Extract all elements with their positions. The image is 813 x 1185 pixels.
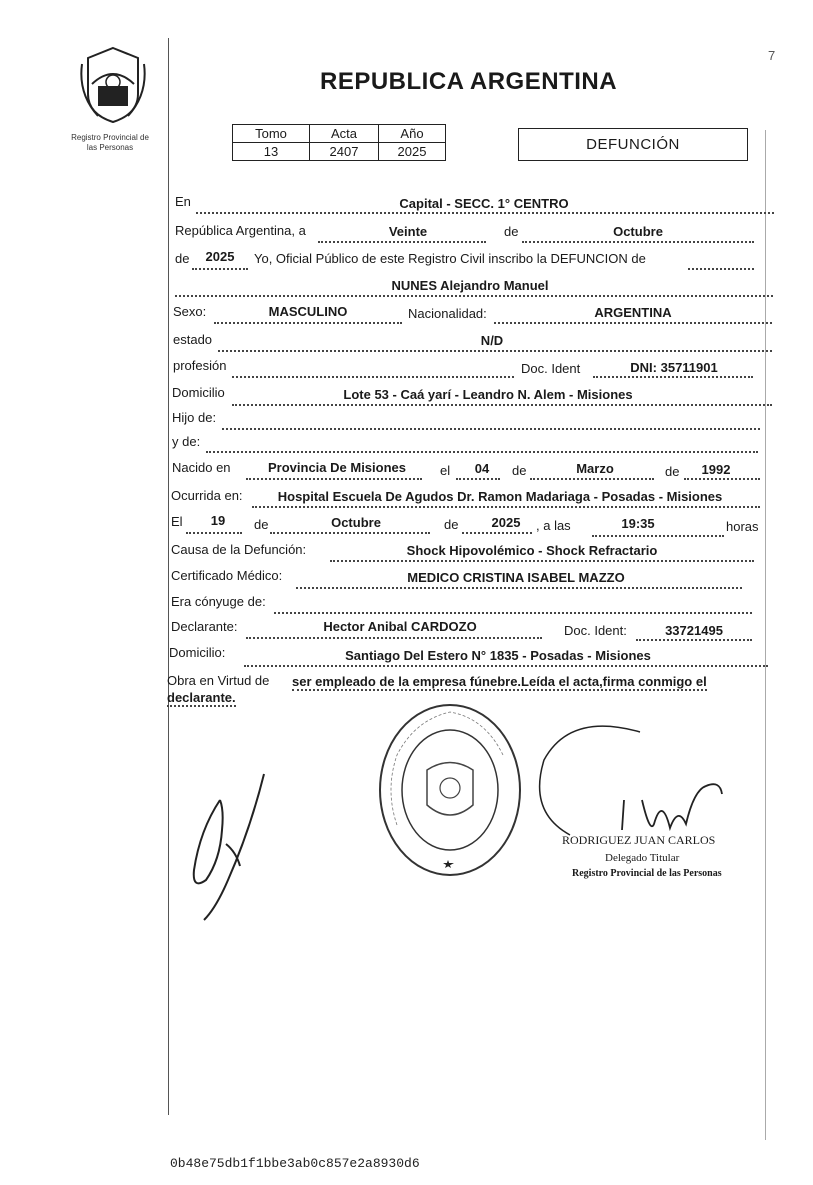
value-mes: Octubre	[613, 224, 663, 239]
label-de-def-anio: de	[444, 517, 459, 532]
dotted-line	[274, 612, 752, 614]
dotted-line	[214, 322, 402, 324]
label-republica: República Argentina, a	[175, 223, 306, 238]
document-type-box: DEFUNCIÓN	[518, 128, 748, 161]
label-el: el	[440, 463, 451, 478]
province-crest-icon	[78, 44, 148, 124]
dotted-line	[246, 478, 422, 480]
dotted-line	[462, 532, 532, 534]
value-nombre: NUNES Alejandro Manuel	[391, 278, 549, 293]
value-anio: 2025	[205, 249, 235, 264]
label-certificado: Certificado Médico:	[171, 568, 283, 583]
label-yo-oficial: Yo, Oficial Público de este Registro Civil inscribo la DEFUNCION de	[254, 251, 646, 266]
dotted-line	[494, 322, 772, 324]
signatory-name: RODRIGUEZ JUAN CARLOS	[562, 833, 716, 847]
value-def-dia: 19	[210, 513, 226, 528]
label-de-nacido-anio: de	[665, 464, 680, 479]
left-margin-line	[168, 38, 169, 1115]
value-ocurrida: Hospital Escuela De Agudos Dr. Ramon Madariaga - Posadas - Misiones	[277, 489, 723, 504]
value-def-hora: 19:35	[621, 516, 655, 531]
dotted-line	[196, 212, 774, 214]
dotted-line	[684, 478, 760, 480]
value-nacido-dia: 04	[474, 461, 490, 476]
value-declarante: Hector Anibal CARDOZO	[323, 619, 477, 634]
dotted-line	[218, 350, 772, 352]
value-certificado: MEDICO CRISTINA ISABEL MAZZO	[407, 570, 625, 585]
value-sexo: MASCULINO	[268, 304, 348, 319]
dotted-line	[246, 637, 542, 639]
value-nacido-anio: 1992	[701, 462, 731, 477]
dotted-line	[186, 532, 242, 534]
value-nacionalidad: ARGENTINA	[594, 305, 672, 320]
reference-table	[232, 124, 446, 161]
tomo-header: Tomo	[233, 125, 310, 143]
dotted-line	[175, 295, 773, 297]
dotted-line	[192, 268, 248, 270]
value-obra-line2: declarante.	[167, 690, 236, 705]
value-domicilio: Lote 53 - Caá yarí - Leandro N. Alem - Misiones	[343, 387, 633, 402]
label-domicilio: Domicilio	[172, 385, 225, 400]
anio-header: Año	[379, 125, 446, 143]
label-ocurrida-en: Ocurrida en:	[171, 488, 243, 503]
label-de-nacido-mes: de	[512, 463, 527, 478]
value-dia: Veinte	[388, 224, 428, 239]
label-horas: horas	[726, 519, 759, 534]
dotted-line	[593, 376, 753, 378]
dotted-line	[296, 587, 742, 589]
acta-header: Acta	[310, 125, 379, 143]
dotted-line	[206, 451, 758, 453]
official-signature-icon	[530, 720, 730, 850]
value-declarante-doc: 33721495	[665, 623, 723, 638]
value-doc: DNI: 35711901	[630, 360, 718, 375]
official-stamp-icon	[375, 700, 525, 880]
label-obra-en-virtud: Obra en Virtud de	[167, 673, 270, 688]
dotted-line	[688, 268, 754, 270]
label-causa: Causa de la Defunción:	[171, 542, 307, 557]
label-doc-ident-declarante: Doc. Ident:	[564, 623, 627, 638]
label-sexo: Sexo:	[173, 304, 207, 319]
dotted-line	[530, 478, 654, 480]
document-hash: 0b48e75db1f1bbe3ab0c857e2a8930d6	[170, 1156, 420, 1171]
dotted-line	[232, 376, 514, 378]
right-margin-line	[765, 130, 766, 1140]
value-lugar: Capital - SECC. 1° CENTRO	[399, 196, 569, 211]
label-domicilio-declarante: Domicilio:	[169, 645, 226, 660]
document-title: REPUBLICA ARGENTINA	[320, 68, 618, 95]
label-estado: estado	[173, 332, 213, 347]
value-def-mes: Octubre	[331, 515, 381, 530]
label-nacido-en: Nacido en	[172, 460, 231, 475]
dotted-line	[330, 560, 754, 562]
value-def-anio: 2025	[491, 515, 521, 530]
dotted-line	[456, 478, 500, 480]
anio-value: 2025	[379, 143, 446, 161]
dotted-line	[270, 532, 430, 534]
dotted-line	[522, 241, 754, 243]
value-nacido-lugar: Provincia De Misiones	[268, 460, 406, 475]
dotted-line	[318, 241, 486, 243]
label-a-las: , a las	[536, 518, 571, 533]
label-profesion: profesión	[173, 358, 227, 373]
acta-value: 2407	[310, 143, 379, 161]
label-en: En	[175, 194, 191, 209]
label-y-de: y de:	[172, 434, 201, 449]
dotted-line	[232, 404, 772, 406]
dotted-line	[244, 665, 768, 667]
value-causa: Shock Hipovolémico - Shock Refractario	[406, 543, 658, 558]
signatory-organization: Registro Provincial de las Personas	[572, 868, 722, 879]
label-doc-ident: Doc. Ident	[521, 361, 581, 376]
value-declarante-domicilio: Santiago Del Estero N° 1835 - Posadas - Misiones	[345, 648, 651, 663]
label-de-def-mes: de	[254, 517, 269, 532]
value-obra-line1: ser empleado de la empresa fúnebre.Leída el acta,firma conmigo el	[292, 674, 707, 689]
label-declarante: Declarante:	[171, 619, 238, 634]
dotted-line	[222, 428, 760, 430]
label-el-fecha: El	[171, 514, 183, 529]
label-de-anio: de	[175, 251, 190, 266]
label-de: de	[504, 224, 519, 239]
dotted-line	[252, 506, 760, 508]
label-nacionalidad: Nacionalidad:	[408, 306, 487, 321]
label-conyuge: Era cónyuge de:	[171, 594, 266, 609]
page-number: 7	[768, 48, 776, 63]
value-estado: N/D	[480, 333, 504, 348]
issuing-organization: Registro Provincial de las Personas	[71, 133, 149, 152]
signatory-role: Delegado Titular	[605, 852, 680, 864]
label-hijo-de: Hijo de:	[172, 410, 217, 425]
tomo-value: 13	[233, 143, 310, 161]
dotted-line	[592, 535, 724, 537]
dotted-line	[636, 639, 752, 641]
declarant-signature-icon	[180, 770, 275, 925]
value-nacido-mes: Marzo	[576, 461, 614, 476]
